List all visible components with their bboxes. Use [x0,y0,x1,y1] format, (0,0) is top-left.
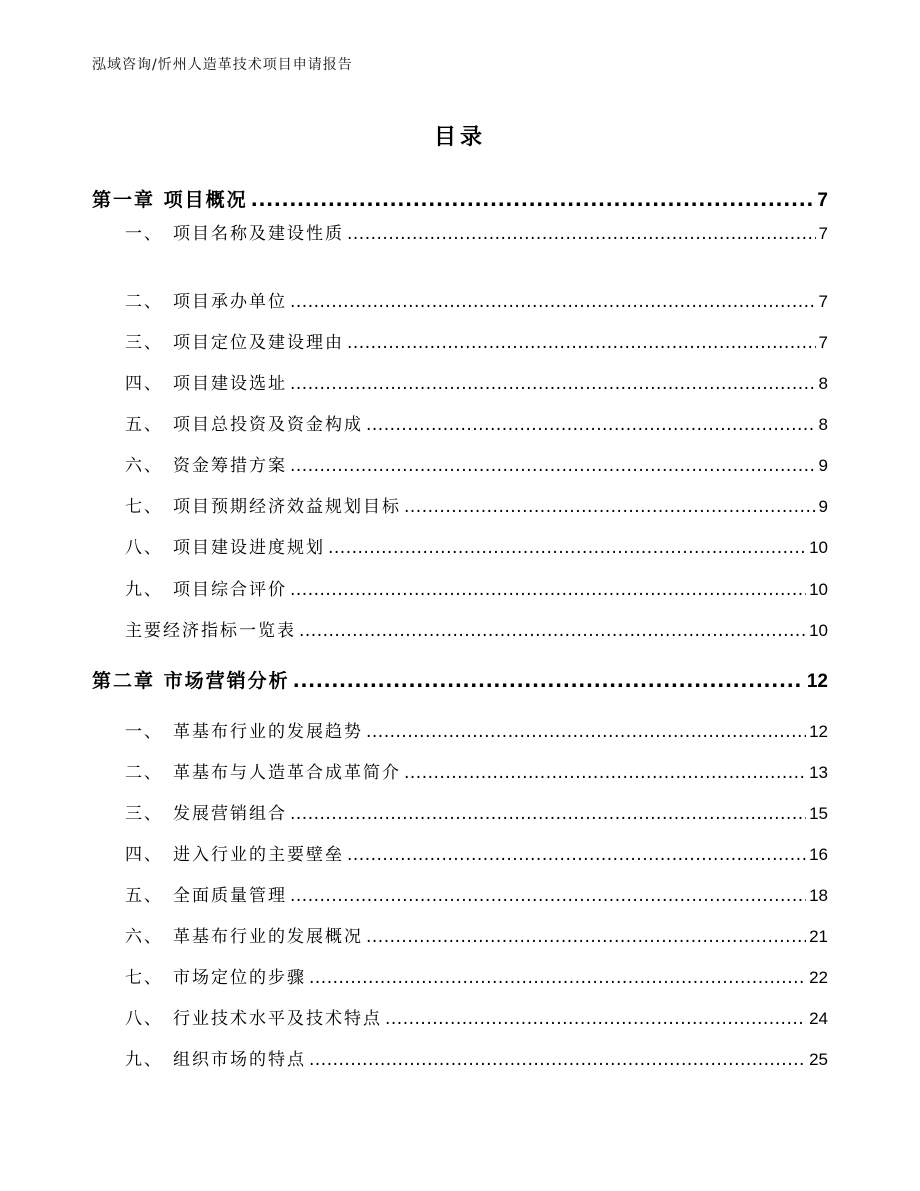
toc-section-entry[interactable] [125,1004,828,1029]
toc-entry-label: 资金筹措方案 [173,456,287,476]
dot-leader [299,621,806,641]
toc-entry-label: 革基布行业的发展概况 [173,927,363,947]
toc-page-number: 9 [818,497,828,516]
toc-entry-label: 市场定位的步骤 [173,968,306,988]
toc-entry-text [92,666,290,693]
toc-page-number: 15 [809,804,828,823]
toc-entry-text [125,840,344,865]
toc-entry-text [125,451,287,476]
toc-page-number: 12 [809,722,828,741]
toc-entry-number: 八、 [125,538,163,558]
toc-entry-number: 九、 [125,1050,163,1070]
toc-entry-label: 项目建设进度规划 [173,538,325,558]
toc-entry-label: 主要经济指标一览表 [125,621,296,641]
toc-section-entry[interactable] [125,219,828,244]
toc-section-entry[interactable] [125,492,828,517]
toc-section-entry[interactable] [125,616,828,641]
toc-entry-label: 项目定位及建设理由 [173,333,344,353]
page-title: 目录 [433,125,486,150]
toc-entry-text [125,963,306,988]
toc-page-number: 22 [809,968,828,987]
toc-chapter-entry[interactable] [92,666,828,693]
toc-section-entry[interactable] [125,575,828,600]
toc-section-entry[interactable] [125,287,828,312]
toc-entry-label: 革基布与人造革合成革简介 [173,763,401,783]
toc-entry-label: 项目建设选址 [173,374,287,394]
toc-section-entry[interactable] [125,840,828,865]
toc-entry-text [125,492,401,517]
toc-entry-number: 九、 [125,580,163,600]
dot-leader [385,1009,806,1029]
toc-page-number: 24 [809,1009,828,1028]
toc-entry-number: 三、 [125,333,163,353]
toc-entry-number: 一、 [125,722,163,742]
toc-page-number: 10 [809,580,828,599]
dot-leader [404,497,816,517]
toc-section-entry[interactable] [125,328,828,353]
toc-section-entry[interactable] [125,881,828,906]
toc-entry-number: 六、 [125,456,163,476]
dot-leader [290,886,806,906]
toc-section-entry[interactable] [125,799,828,824]
dot-leader [290,456,816,476]
toc-entry-text [125,287,287,312]
toc-entry-label: 革基布行业的发展趋势 [173,722,363,742]
toc-entry-number: 三、 [125,804,163,824]
toc-section-entry[interactable] [125,1045,828,1070]
toc-page-number: 7 [818,333,828,352]
toc-entry-text [125,616,296,641]
toc-entry-label: 行业技术水平及技术特点 [173,1009,382,1029]
toc-entry-number: 一、 [125,224,163,244]
toc-entry-label: 项目综合评价 [173,580,287,600]
toc-section-entry[interactable] [125,410,828,435]
dot-leader [290,292,816,312]
toc-entry-label: 组织市场的特点 [173,1050,306,1070]
toc-entry-number: 八、 [125,1009,163,1029]
toc-entry-text [125,922,363,947]
toc-page-number: 7 [818,224,828,243]
toc-section-entry[interactable] [125,963,828,988]
toc-page-number: 13 [809,763,828,782]
toc-entry-text [125,881,287,906]
toc-entry-label: 第一章 项目概况 [92,189,248,211]
toc-entry-label: 项目预期经济效益规划目标 [173,497,401,517]
toc-entry-text [125,410,363,435]
toc-entry-number: 六、 [125,927,163,947]
toc-entry-number: 五、 [125,415,163,435]
toc-entry-text [125,533,325,558]
dot-leader [251,189,815,211]
toc-entry-label: 发展营销组合 [173,804,287,824]
toc-entry-text [125,799,287,824]
toc-entry-text [125,369,287,394]
dot-leader [347,224,816,244]
dot-leader [347,845,806,865]
dot-leader [366,722,806,742]
toc-section-entry[interactable] [125,758,828,783]
toc-section-entry[interactable] [125,369,828,394]
toc-page-number: 8 [818,415,828,434]
toc-section-entry[interactable] [125,451,828,476]
toc-page-number: 7 [817,190,828,211]
dot-leader [309,1050,806,1070]
toc-section-entry[interactable] [125,533,828,558]
dot-leader [309,968,806,988]
toc-section-entry[interactable] [125,922,828,947]
dot-leader [366,927,806,947]
toc-entry-label: 项目承办单位 [173,292,287,312]
dot-leader [347,333,816,353]
toc-page-number: 21 [809,927,828,946]
dot-leader [293,670,804,692]
toc-page-number: 10 [809,538,828,557]
toc-entry-label: 项目名称及建设性质 [173,224,344,244]
toc-page-number: 12 [806,671,828,692]
toc-entry-text [125,758,401,783]
toc-entry-label: 项目总投资及资金构成 [173,415,363,435]
toc-entry-text [125,1004,382,1029]
toc-entry-number: 四、 [125,845,163,865]
toc-entry-text [125,717,363,742]
toc-entry-text [125,219,344,244]
dot-leader [328,538,806,558]
toc-entry-number: 七、 [125,968,163,988]
toc-section-entry[interactable] [125,717,828,742]
toc-entry-number: 七、 [125,497,163,517]
toc-entry-text [125,328,344,353]
dot-leader [404,763,806,783]
dot-leader [290,580,806,600]
toc-page-number: 18 [809,886,828,905]
toc-entry-label: 第二章 市场营销分析 [92,670,290,692]
toc-entry-text [92,185,248,212]
dot-leader [290,374,816,394]
toc-entry-number: 四、 [125,374,163,394]
toc-entry-text [125,575,287,600]
dot-leader [366,415,816,435]
toc-entry-number: 五、 [125,886,163,906]
page-header: 泓域咨询/忻州人造革技术项目申请报告 [92,57,353,73]
toc-page-number: 9 [818,456,828,475]
toc-page-number: 25 [809,1050,828,1069]
toc-page-number: 10 [809,621,828,640]
toc-page-number: 8 [818,374,828,393]
dot-leader [290,804,806,824]
toc-entry-label: 进入行业的主要壁垒 [173,845,344,865]
toc-entry-text [125,1045,306,1070]
toc-page-number: 16 [809,845,828,864]
toc-entry-number: 二、 [125,763,163,783]
toc-page-number: 7 [818,292,828,311]
toc-entry-label: 全面质量管理 [173,886,287,906]
toc-chapter-entry[interactable] [92,185,828,212]
toc-entry-number: 二、 [125,292,163,312]
